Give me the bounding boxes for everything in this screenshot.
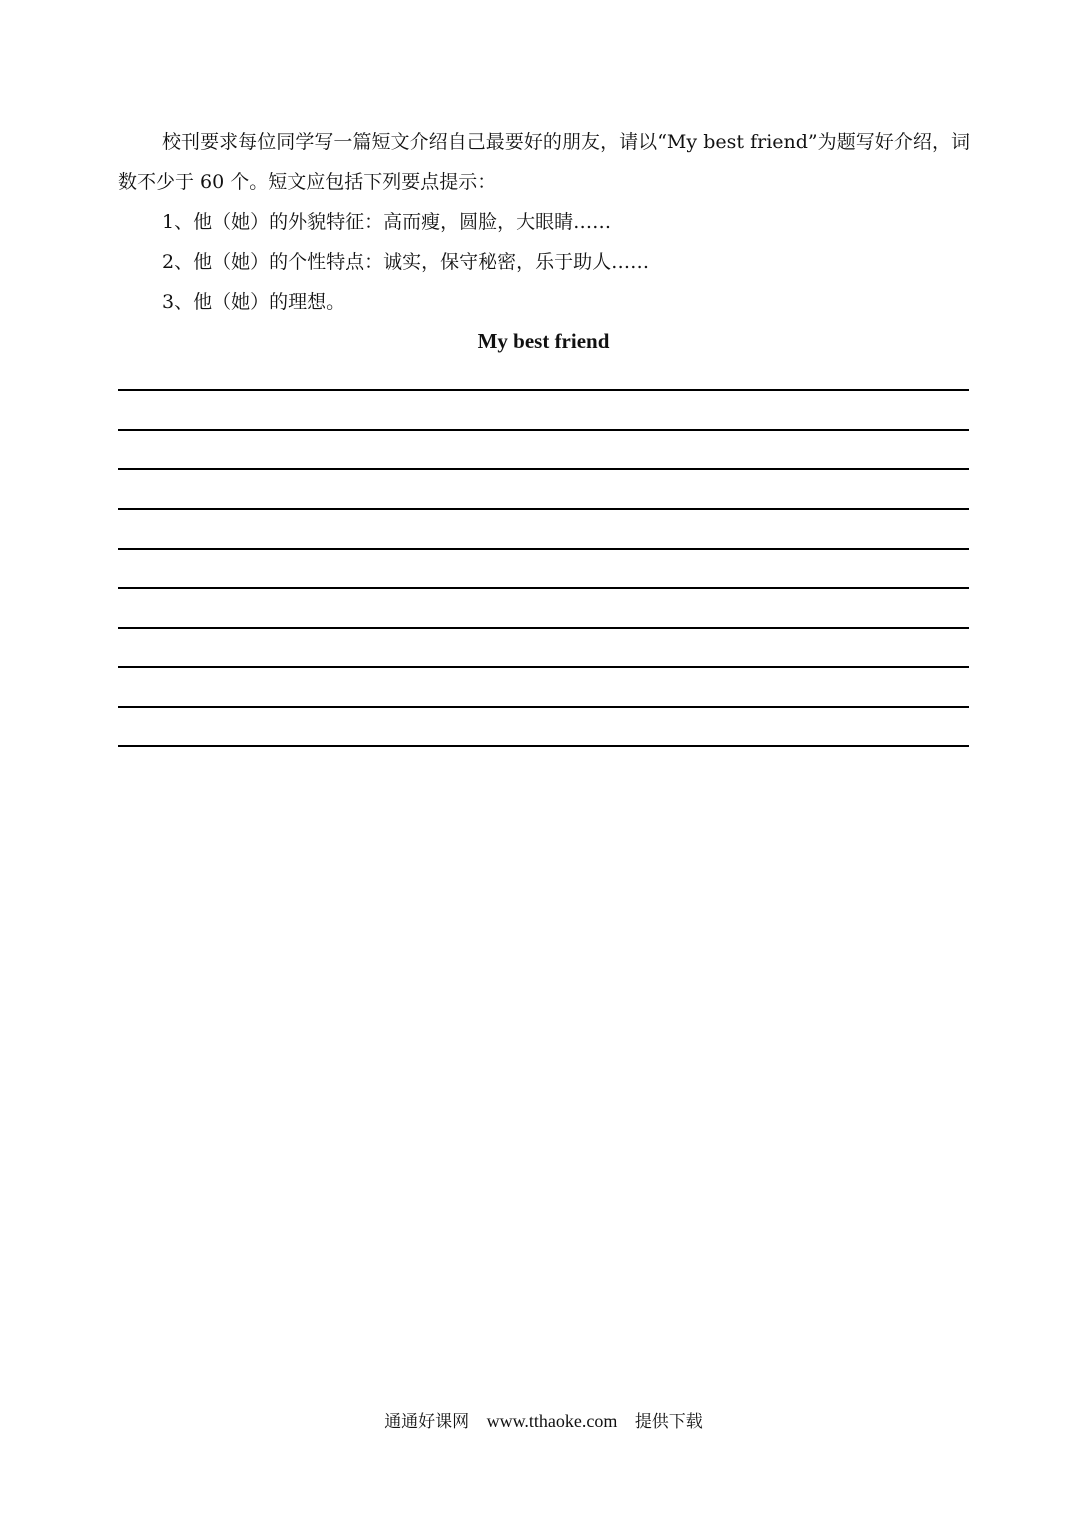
point-ideal: 3、他（她）的理想。 [162, 291, 346, 313]
writing-line [118, 666, 969, 668]
writing-line [118, 508, 969, 510]
footer-note: 提供下载 [634, 1412, 703, 1432]
writing-line [118, 627, 969, 629]
writing-line [118, 706, 969, 708]
page-footer [0, 1408, 1087, 1435]
writing-line [118, 587, 969, 589]
writing-line [118, 548, 969, 550]
writing-line [118, 745, 969, 747]
footer-site-name: 通通好课网 [384, 1412, 470, 1432]
point-appearance: 1、他（她）的外貌特征：高而瘦，圆脸，大眼睛…… [162, 211, 612, 233]
footer-url[interactable]: www.tthaoke.com [486, 1411, 618, 1431]
writing-line [118, 429, 969, 431]
writing-line [118, 389, 969, 391]
point-personality: 2、他（她）的个性特点：诚实，保守秘密，乐于助人…… [162, 251, 650, 273]
writing-line [118, 468, 969, 470]
instruction-paragraph: 校刊要求每位同学写一篇短文介绍自己最要好的朋友，请以“My best friend”为题写好介绍，词数不少于 60 个。短文应包括下列要点提示： [118, 131, 970, 193]
essay-title: My best friend [477, 329, 610, 353]
